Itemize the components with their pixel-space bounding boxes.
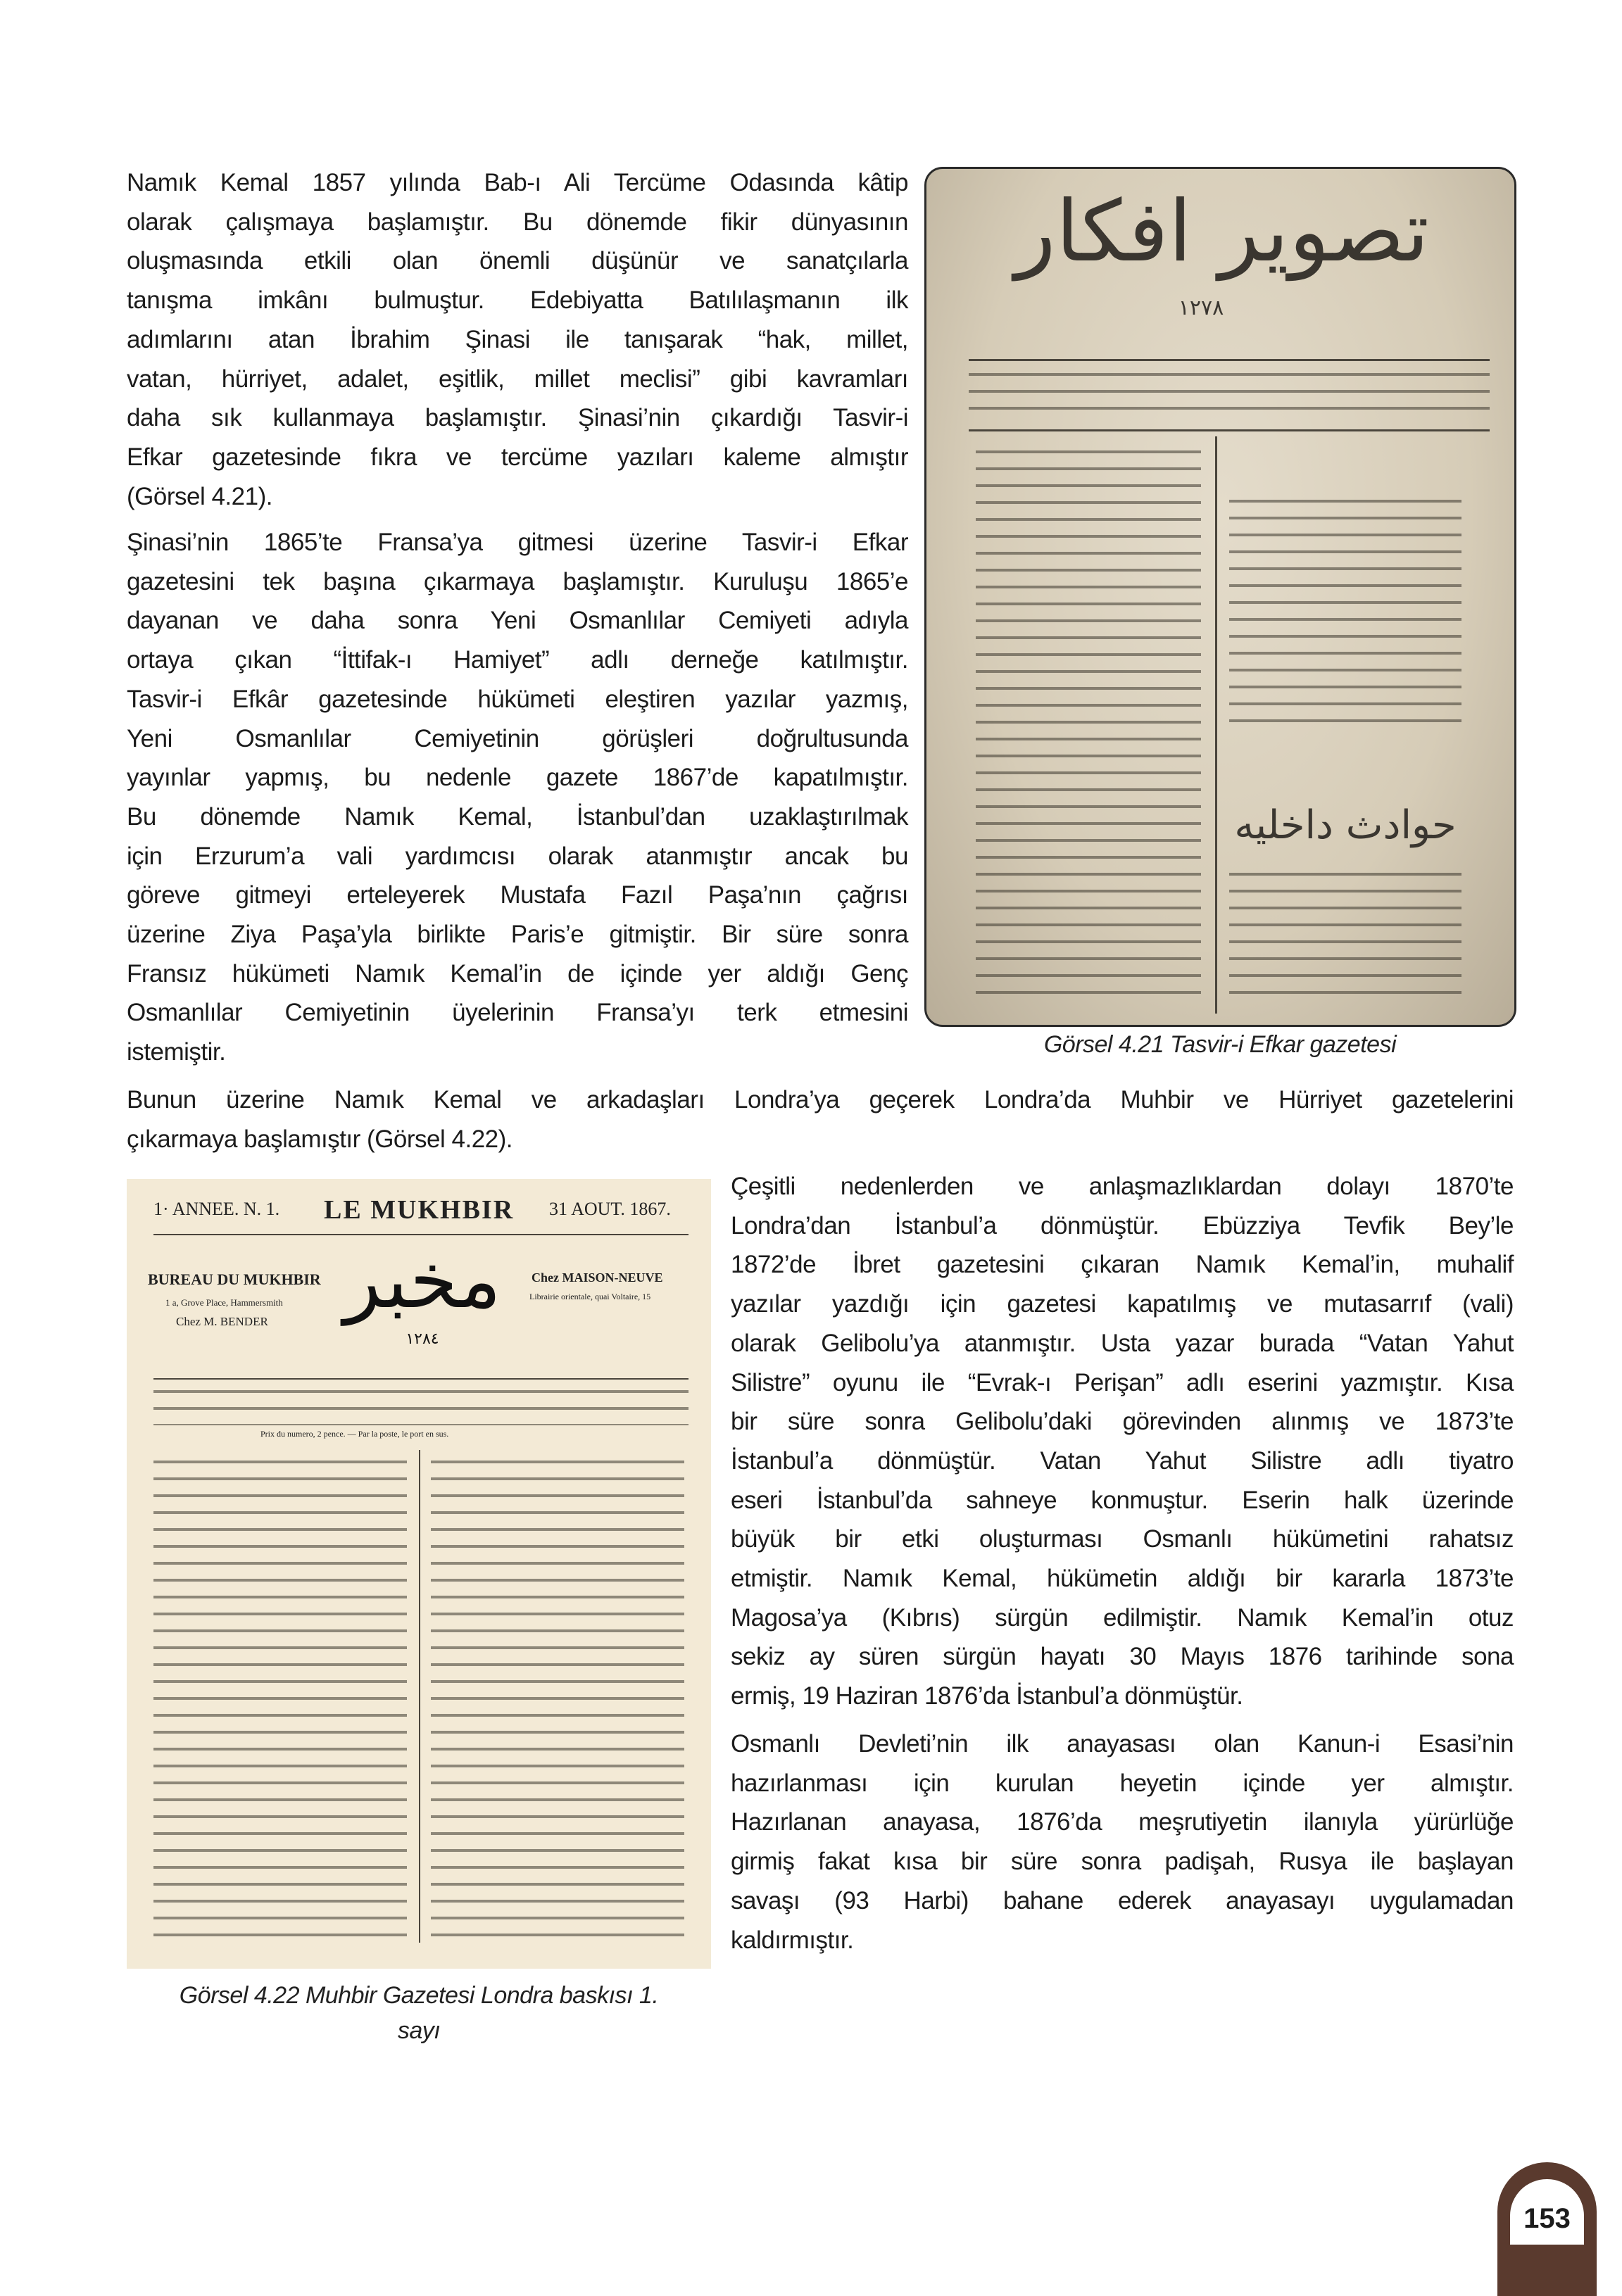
text-line: istemiştir.: [127, 1038, 226, 1066]
text-line: Londra’dan İstanbul’a dönmüştür. Ebüzziya Tevfik Bey’le: [731, 1211, 1514, 1240]
muhbir-issue: 1· ANNEE. N. 1.: [153, 1199, 280, 1219]
text-line: olarak Gelibolu’ya atanmıştır. Usta yazar burada “Vatan Yahut: [731, 1329, 1514, 1357]
text-line: büyük bir etki oluşturması Osmanlı hükümetini rahatsız: [731, 1525, 1514, 1553]
text-line: üzerine Ziya Paşa’yla birlikte Paris’e gitmiştir. Bir süre sonra: [127, 921, 908, 949]
figure-4-21-caption: Görsel 4.21 Tasvir-i Efkar gazetesi: [1043, 1031, 1397, 1058]
text-line: Magosa’ya (Kıbrıs) sürgün edilmiştir. Namık Kemal’in otuz: [731, 1603, 1514, 1632]
text-line: savaşı (93 Harbi) bahane ederek anayasayı uygulamadan: [731, 1886, 1514, 1915]
tasvir-section-heading: حوادث داخلیه: [1234, 802, 1457, 848]
text-line: bir süre sonra Gelibolu’daki görevinden alınmış ve 1873’te: [731, 1408, 1514, 1436]
text-line: hazırlanması için kurulan heyetin içinde yer almıştır.: [731, 1769, 1514, 1797]
muhbir-year: ١٢٨٤: [406, 1330, 439, 1348]
text-line: sekiz ay süren sürgün hayatı 30 Mayıs 1876 tarihinde sona: [731, 1643, 1514, 1671]
page-number-badge: [1497, 2162, 1597, 2296]
text-line: Bunun üzerine Namık Kemal ve arkadaşları Londra’ya geçerek Londra’da Muhbir ve Hürriyet gazetelerini: [127, 1086, 1514, 1114]
left-paragraph-2: [127, 523, 908, 1072]
text-line: vatan, hürriyet, adalet, eşitlik, millet meclisi” gibi kavramları: [127, 365, 908, 393]
text-line: Çeşitli nedenlerden ve anlaşmazlıklardan dolayı 1870’te: [731, 1173, 1514, 1200]
text-line: İstanbul’a dönmüştür. Vatan Yahut Silistre adlı tiyatro: [731, 1446, 1514, 1475]
text-line: (Görsel 4.21).: [127, 482, 272, 510]
text-line: ortaya çıkan “İttifak-ı Hamiyet” adlı derneğe katılmıştır.: [127, 646, 908, 674]
text-line: Yeni Osmanlılar Cemiyetinin görüşleri doğrultusunda: [127, 724, 908, 752]
text-line: yayınlar yapmış, bu nedenle gazete 1867’de kapatılmıştır.: [127, 764, 908, 792]
muhbir-paris-agent: Chez MAISON-NEUVE: [532, 1270, 663, 1285]
text-line: Osmanlılar Cemiyetinin üyelerinin Fransa’yı terk etmesini: [127, 999, 908, 1027]
text-line: gazetesini tek başına çıkarmaya başlamıştır. Kuruluşu 1865’e: [127, 567, 908, 595]
text-line: olarak çalışmaya başlamıştır. Bu dönemde fikir dünyasının: [127, 208, 908, 236]
text-line: dayanan ve daha sonra Yeni Osmanlılar Cemiyeti adıyla: [127, 607, 908, 635]
right-paragraph-1: [731, 1167, 1514, 1716]
right-paragraph-2: [731, 1724, 1514, 1960]
muhbir-london-office: BUREAU DU MUKHBIR: [148, 1270, 321, 1288]
text-line: daha sık kullanmaya başlamıştır. Şinasi’nin çıkardığı Tasvir-i: [127, 404, 908, 432]
text-line: etmiştir. Namık Kemal, hükümetin aldığı bir kararla 1873’te: [731, 1565, 1514, 1593]
text-line: adımlarını atan İbrahim Şinasi ile tanışarak “hak, millet,: [127, 325, 908, 353]
text-line: oluşmasında etkili olan önemli düşünür ve sanatçılarla: [127, 247, 908, 275]
figure-4-22-caption: [127, 1978, 711, 2048]
page-number: 153: [1523, 2203, 1571, 2234]
tasvir-i-efkar-newspaper-image: [924, 167, 1516, 1027]
text-line: çıkarmaya başlamıştır (Görsel 4.22).: [127, 1125, 513, 1153]
figure-4-22-caption-line-2: sayı: [397, 2017, 441, 2044]
text-line: yazılar yazdığı için gazetesi kapatılmış ve mutasarrıf (vali): [731, 1290, 1514, 1318]
muhbir-title: LE MUKHBIR: [324, 1195, 515, 1225]
muhbir-masthead: مخبر: [344, 1235, 501, 1325]
text-line: Tasvir-i Efkâr gazetesinde hükümeti eleştiren yazılar yazmış,: [127, 685, 908, 713]
text-line: için Erzurum’a vali yardımcısı olarak atanmıştır ancak bu: [127, 842, 908, 870]
text-line: 1872’de İbret gazetesini çıkaran Namık Kemal’in, muhalif: [731, 1251, 1514, 1279]
text-line: eseri İstanbul’da sahneye konmuştur. Eserin halk üzerinde: [731, 1486, 1514, 1514]
text-line: Namık Kemal 1857 yılında Bab-ı Ali Tercüme Odasında kâtip: [127, 169, 908, 196]
figure-4-22-caption-line-1: Görsel 4.22 Muhbir Gazetesi Londra baskısı 1.: [179, 1982, 659, 2009]
text-line: tanışma imkânı bulmuştur. Edebiyatta Batılılaşmanın ilk: [127, 286, 908, 315]
text-line: girmiş fakat kısa bir süre sonra padişah, Rusya ile başlayan: [731, 1848, 1514, 1876]
muhbir-london-address: 1 a, Grove Place, Hammersmith: [165, 1297, 283, 1308]
text-line: Hazırlanan anayasa, 1876’da meşrutiyetin ilanıyla yürürlüğe: [731, 1808, 1514, 1836]
muhbir-paris-address: Librairie orientale, quai Voltaire, 15: [529, 1292, 651, 1301]
text-line: Bu dönemde Namık Kemal, İstanbul’dan uzaklaştırılmak: [127, 802, 908, 831]
full-width-paragraph: [127, 1080, 1514, 1159]
text-line: Efkar gazetesinde fıkra ve tercüme yazıları kaleme almıştır: [127, 443, 908, 471]
text-line: kaldırmıştır.: [731, 1926, 854, 1954]
left-paragraph-1: [127, 163, 908, 516]
text-line: Şinasi’nin 1865’te Fransa’ya gitmesi üzerine Tasvir-i Efkar: [127, 529, 908, 556]
text-line: Fransız hükümeti Namık Kemal’in de içinde yer aldığı Genç: [127, 959, 908, 988]
muhbir-price-line: Prix du numero, 2 pence. — Par la poste, le port en sus.: [260, 1429, 449, 1439]
muhbir-newspaper-image: [127, 1179, 711, 1969]
text-line: ermiş, 19 Haziran 1876’da İstanbul’a dönmüştür.: [731, 1682, 1243, 1710]
text-line: Silistre” oyunu ile “Evrak-ı Perişan” adlı eserini yazmıştır. Kısa: [731, 1368, 1514, 1396]
text-line: göreve gitmeyi erteleyerek Mustafa Fazıl Paşa’nın çağrısı: [127, 881, 908, 909]
tasvir-year: ١٢٧٨: [1178, 296, 1224, 320]
tasvir-masthead: تصویر افکار: [1014, 183, 1430, 281]
muhbir-date: 31 AOUT. 1867.: [549, 1199, 671, 1219]
text-line: Osmanlı Devleti’nin ilk anayasası olan Kanun-i Esasi’nin: [731, 1730, 1514, 1758]
muhbir-london-agent: Chez M. BENDER: [176, 1315, 268, 1328]
